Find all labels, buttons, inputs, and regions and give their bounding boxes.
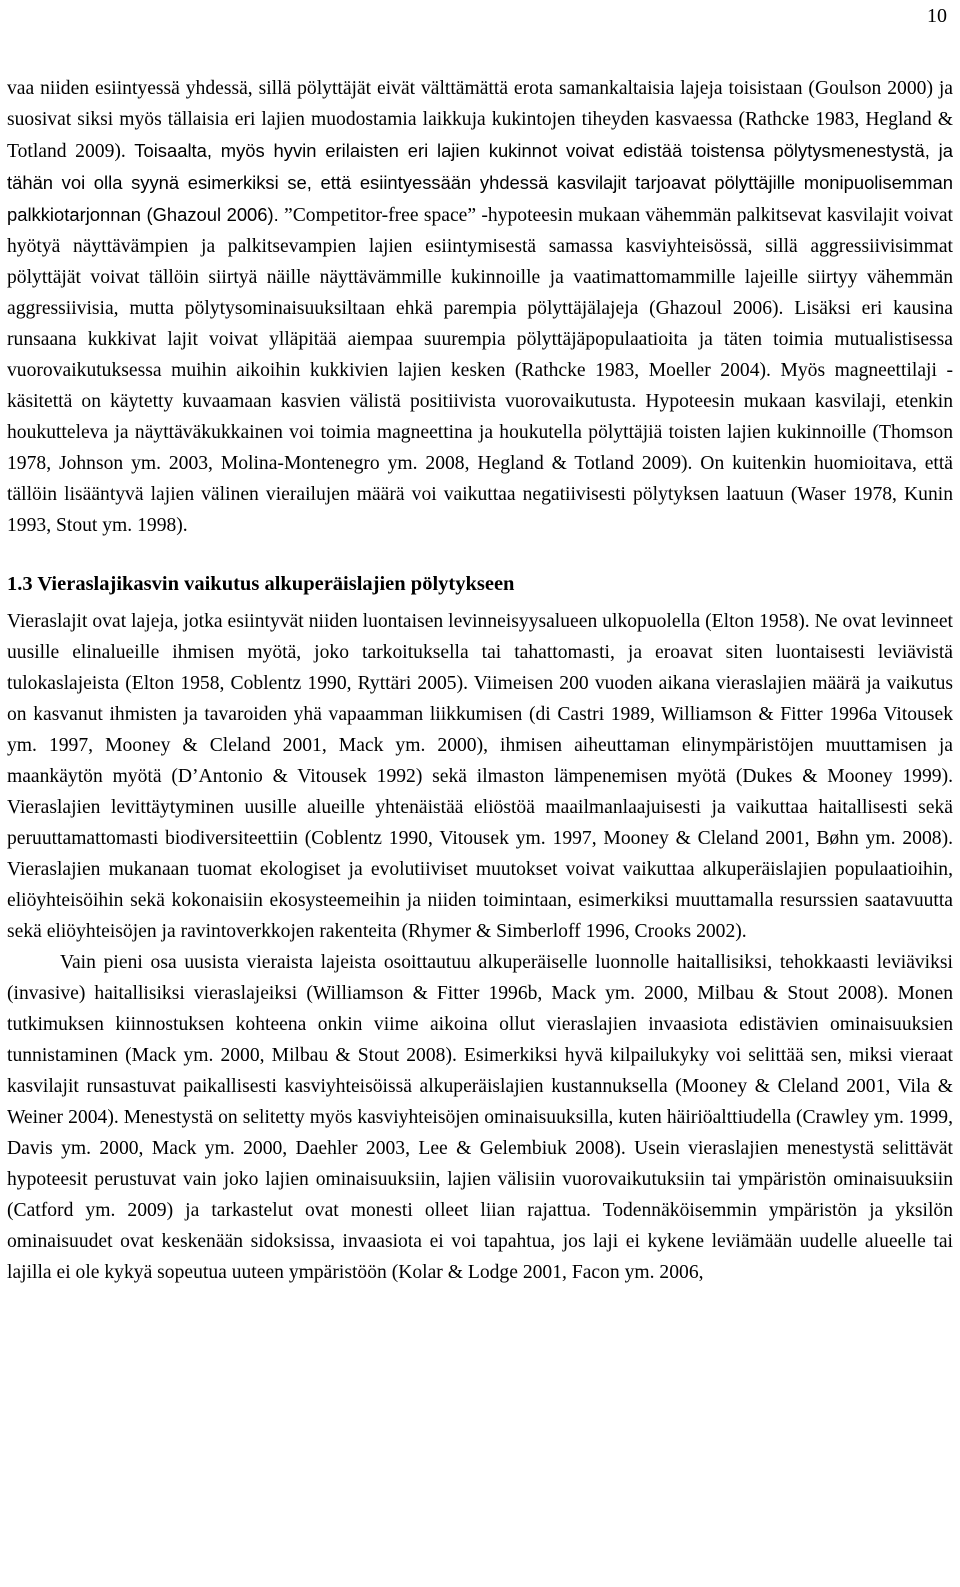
paragraph-1-segment-a: vaa niiden esiintyessä yhdessä, sillä pölyttäjät eivät välttämättä erota samankaltaisia lajeja toisistaan (Goulson 2000) ja suosivat siksi myös tällaisia eri lajien muodostamia laikkuja kukintojen tiheyden kasvaessa (Rathcke 1983, Hegland & Totland 2009). — [7, 78, 953, 162]
paragraph-1-segment-d: Lisäksi eri kausina runsaana kukkivat lajit voivat ylläpitää aiempaa suurempia pölyttäjäpopulaatioita ja täten toimia mutualistisessa vuorovaikutuksessa muihin aikoihin kukkivien lajien kesken (Rathcke 1983, Moeller 2004). Myös magneettilaji - käsitettä on käytetty kuvaamaan kasvien välistä positiivista vuorovaikutusta. Hypoteesin mukaan kasvilaji, etenkin houkutteleva ja näyttäväkukkainen voi toimia magneettina ja houkutella pölyttäjiä toisten lajien kukinnoille (Thomson 1978, Johnson ym. 2003, Molina-Montenegro ym. 2008, Hegland & Totland 2009). On kuitenkin huomioitava, että tällöin lisääntyvä lajien välinen vierailujen määrä voi vaikuttaa negatiivisesti pölytyksen laatuun (Waser 1978, Kunin 1993, Stout ym. 1998). — [7, 298, 953, 536]
document-body — [7, 73, 953, 1288]
page-number: 10 — [927, 5, 947, 27]
paragraph-1-segment-b: Toisaalta, myös hyvin erilaisten eri lajien kukinnot voivat edistää toistensa pölytysmenestystä, ja tähän voi olla syynä esimerkiksi se, että esiintyessään yhdessä kasvilajit tarjoavat pölyttäjille monipuolisemman palkkiotarjonnan (Ghazoul 2006). — [7, 140, 953, 225]
body-paragraph-2: Vieraslajit ovat lajeja, jotka esiintyvät niiden luontaisen levinneisyysalueen ulkopuolella (Elton 1958). Ne ovat levinneet uusille elinalueille ihmisen myötä, joko tarkoituksella tai tahattomasti, ja eroavat siten luontaisesti leviävistä tulokaslajeista (Elton 1958, Coblentz 1990, Ryttäri 2005). Viimeisen 200 vuoden aikana vieraslajien määrä ja vaikutus on kasvanut ihmisten ja tavaroiden yhä vapaamman liikkumisen (di Castri 1989, Williamson & Fitter 1996a Vitousek ym. 1997, Mooney & Cleland 2001, Mack ym. 2000), ihmisen aiheuttaman elinympäristöjen muuttamisen ja maankäytön myötä (D’Antonio & Vitousek 1992) sekä ilmaston lämpenemisen myötä (Dukes & Mooney 1999). Vieraslajien levittäytyminen uusille alueille yhtenäistää eliöstöä maailmanlaajuisesti ja vaikuttaa haitallisesti sekä peruuttamattomasti biodiversiteettiin (Coblentz 1990, Vitousek ym. 1997, Mooney & Cleland 2001, Bøhn ym. 2008). Vieraslajien mukanaan tuomat ekologiset ja evolutiiviset muutokset voivat vaikuttaa alkuperäislajien populaatioihin, eliöyhteisöihin sekä kokonaisiin ekosysteemeihin ja niiden toimintaan, esimerkiksi muuttamalla resurssien saatavuutta sekä eliöyhteisöjen ja ravintoverkkojen rakenteita (Rhymer & Simberloff 1996, Crooks 2002). — [7, 611, 953, 942]
section-heading: 1.3 Vieraslajikasvin vaikutus alkuperäislajien pölytykseen — [7, 573, 515, 595]
body-paragraph-1 — [7, 73, 953, 541]
body-paragraph-3: Vain pieni osa uusista vieraista lajeista osoittautuu alkuperäiselle luonnolle haitallisiksi, tehokkaasti leviäviksi (invasive) haitallisiksi vieraslajeiksi (Williamson & Fitter 1996b, Mack ym. 2000, Milbau & Stout 2008). Monen tutkimuksen kiinnostuksen kohteena onkin viime aikoina ollut vieraslajien invaasiota edistävien ominaisuuksien tunnistaminen (Mack ym. 2000, Milbau & Stout 2008). Esimerkiksi hyvä kilpailukyky voi selittää sen, miksi vieraat kasvilajit runsastuvat paikallisesti kasviyhteisöissä alkuperäislajien kustannuksella (Mooney & Cleland 2001, Vila & Weiner 2004). Menestystä on selitetty myös kasviyhteisöjen ominaisuuksilla, kuten häiriöalttiudella (Crawley ym. 1999, Davis ym. 2000, Mack ym. 2000, Daehler 2003, Lee & Gelembiuk 2008). Usein vieraslajien menestystä selittävät hypoteesit perustuvat vain joko lajien ominaisuuksiin, lajien välisiin vuorovaikutuksiin tai ympäristön ominaisuuksiin (Catford ym. 2009) ja tarkastelut ovat monesti olleet liian rajattua. Todennäköisemmin ympäristön ja yksilön ominaisuudet ovat keskenään sidoksissa, invaasiota ei voi tapahtua, jos laji ei kykene leviämään uudelle alueelle tai lajilla ei ole kykyä sopeutua uuteen ympäristöön (Kolar & Lodge 2001, Facon ym. 2006, — [7, 952, 953, 1283]
paragraph-1-segment-c: ”Competitor-free space” -hypoteesin mukaan vähemmän palkitsevat kasvilajit voivat hyötyä näyttävämpien ja palkitsevampien lajien esiintymisestä samassa kasviyhteisössä, sillä aggressiivisimmat pölyttäjät voivat tällöin siirtyä näille näyttävämmille kukinnoille ja vaatimattomammille lajeille siirtyy vähemmän aggressiivisia, mutta pölytysominaisuuksiltaan ehkä parempia pölyttäjälajeja (Ghazoul 2006). — [7, 205, 953, 319]
